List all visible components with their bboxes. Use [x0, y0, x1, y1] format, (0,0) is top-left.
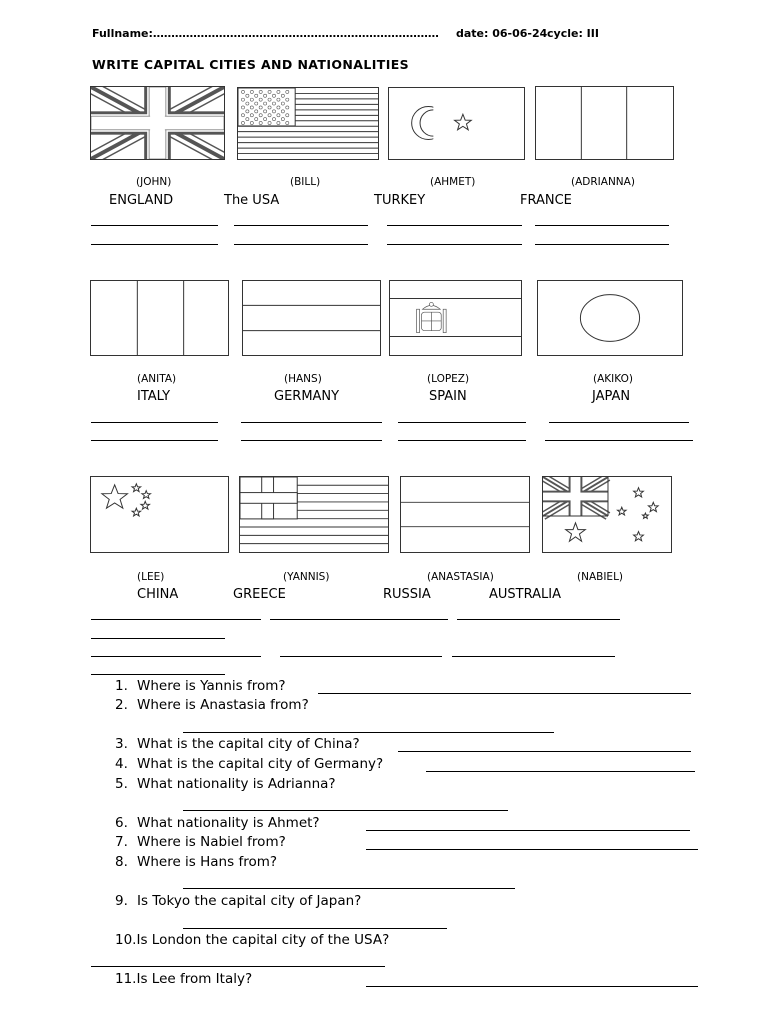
- country-label: AUSTRALIA: [489, 587, 561, 602]
- answer-line[interactable]: [318, 693, 691, 694]
- country-label: RUSSIA: [383, 587, 431, 602]
- answer-line[interactable]: [241, 440, 382, 441]
- answer-line[interactable]: [549, 422, 689, 423]
- answer-line[interactable]: [91, 656, 261, 657]
- country-label: SPAIN: [429, 389, 467, 404]
- answer-line[interactable]: [535, 225, 669, 226]
- question-text: What is the capital city of Germany?: [137, 756, 384, 772]
- worksheet-title: WRITE CAPITAL CITIES AND NATIONALITIES: [92, 57, 410, 72]
- question-text: What nationality is Ahmet?: [137, 815, 320, 831]
- answer-line[interactable]: [457, 619, 620, 620]
- answer-line[interactable]: [366, 986, 698, 987]
- person-label: (HANS): [284, 373, 322, 385]
- question-number: 9.: [115, 893, 128, 909]
- greece-flag-icon: [239, 476, 389, 553]
- cycle-label: cycle: III: [547, 27, 599, 40]
- question-4: [115, 756, 383, 772]
- answer-line[interactable]: [91, 674, 225, 675]
- question-text: Is London the capital city of the USA?: [136, 932, 390, 948]
- question-text: Where is Hans from?: [137, 854, 278, 870]
- question-6: [115, 815, 320, 831]
- italy-flag-icon: [90, 280, 229, 356]
- russia-flag-icon: [400, 476, 530, 553]
- germany-flag-icon: [242, 280, 381, 356]
- date-label: date: 06-06-24: [456, 27, 548, 40]
- answer-line[interactable]: [241, 422, 382, 423]
- answer-line[interactable]: [91, 638, 225, 639]
- question-text: Is Lee from Italy?: [136, 971, 253, 987]
- person-label: (AKIKO): [593, 373, 633, 385]
- question-number: 10.: [115, 932, 137, 948]
- country-label: ITALY: [137, 389, 171, 404]
- question-10: [115, 932, 389, 948]
- question-number: 4.: [115, 756, 128, 772]
- china-flag-icon: [90, 476, 229, 553]
- question-3: [115, 736, 360, 752]
- person-label: (LOPEZ): [427, 373, 470, 385]
- fullname-label: Fullname:……………………………………………………………………: [92, 27, 439, 40]
- question-1: [115, 678, 286, 694]
- spain-flag-icon: [389, 280, 522, 356]
- australia-flag-icon: [542, 476, 672, 553]
- uk-flag-icon: [90, 86, 225, 160]
- answer-line[interactable]: [91, 225, 218, 226]
- answer-line[interactable]: [183, 888, 515, 889]
- question-number: 6.: [115, 815, 128, 831]
- question-number: 1.: [115, 678, 128, 694]
- answer-line[interactable]: [535, 244, 669, 245]
- question-text: What nationality is Adrianna?: [137, 776, 336, 792]
- question-number: 5.: [115, 776, 128, 792]
- answer-line[interactable]: [366, 830, 690, 831]
- country-label: JAPAN: [592, 389, 631, 404]
- usa-flag-icon: [237, 87, 379, 160]
- country-label: The USA: [224, 193, 280, 208]
- question-text: Where is Nabiel from?: [137, 834, 286, 850]
- question-number: 11.: [115, 971, 137, 987]
- question-text: Where is Yannis from?: [137, 678, 286, 694]
- answer-line[interactable]: [452, 656, 615, 657]
- answer-line[interactable]: [387, 244, 522, 245]
- answer-line[interactable]: [426, 771, 695, 772]
- person-label: (ADRIANNA): [571, 176, 635, 188]
- answer-line[interactable]: [91, 422, 218, 423]
- question-text: Where is Anastasia from?: [137, 697, 309, 713]
- france-flag-icon: [535, 86, 674, 160]
- question-8: [115, 854, 277, 870]
- person-label: (BILL): [290, 176, 321, 188]
- person-label: (LEE): [137, 571, 165, 583]
- answer-line[interactable]: [183, 810, 508, 811]
- person-label: (AHMET): [430, 176, 476, 188]
- answer-line[interactable]: [270, 619, 448, 620]
- question-number: 2.: [115, 697, 128, 713]
- person-label: (YANNIS): [283, 571, 330, 583]
- country-label: CHINA: [137, 587, 179, 602]
- japan-flag-icon: [537, 280, 683, 356]
- country-label: ENGLAND: [109, 193, 174, 208]
- answer-line[interactable]: [234, 244, 368, 245]
- answer-line[interactable]: [91, 619, 261, 620]
- answer-line[interactable]: [234, 225, 368, 226]
- answer-line[interactable]: [280, 656, 442, 657]
- question-number: 8.: [115, 854, 128, 870]
- answer-line[interactable]: [398, 751, 691, 752]
- answer-line[interactable]: [183, 928, 447, 929]
- country-label: FRANCE: [520, 193, 572, 208]
- question-5: [115, 776, 336, 792]
- question-text: Is Tokyo the capital city of Japan?: [137, 893, 362, 909]
- answer-line[interactable]: [183, 732, 554, 733]
- question-number: 3.: [115, 736, 128, 752]
- question-7: [115, 834, 286, 850]
- person-label: (NABIEL): [577, 571, 624, 583]
- person-label: (JOHN): [136, 176, 172, 188]
- question-text: What is the capital city of China?: [137, 736, 360, 752]
- answer-line[interactable]: [366, 849, 698, 850]
- country-label: GREECE: [233, 587, 286, 602]
- question-11: [115, 971, 252, 987]
- question-9: [115, 893, 361, 909]
- answer-line[interactable]: [387, 225, 522, 226]
- country-label: TURKEY: [374, 193, 426, 208]
- answer-line[interactable]: [91, 440, 218, 441]
- answer-line[interactable]: [398, 422, 526, 423]
- answer-line[interactable]: [91, 244, 218, 245]
- person-label: (ANASTASIA): [427, 571, 494, 583]
- question-number: 7.: [115, 834, 128, 850]
- answer-line[interactable]: [545, 440, 693, 441]
- person-label: (ANITA): [137, 373, 177, 385]
- country-label: GERMANY: [274, 389, 340, 404]
- answer-line[interactable]: [91, 966, 385, 967]
- answer-line[interactable]: [398, 440, 526, 441]
- question-2: [115, 697, 309, 713]
- turkey-flag-icon: [388, 87, 525, 160]
